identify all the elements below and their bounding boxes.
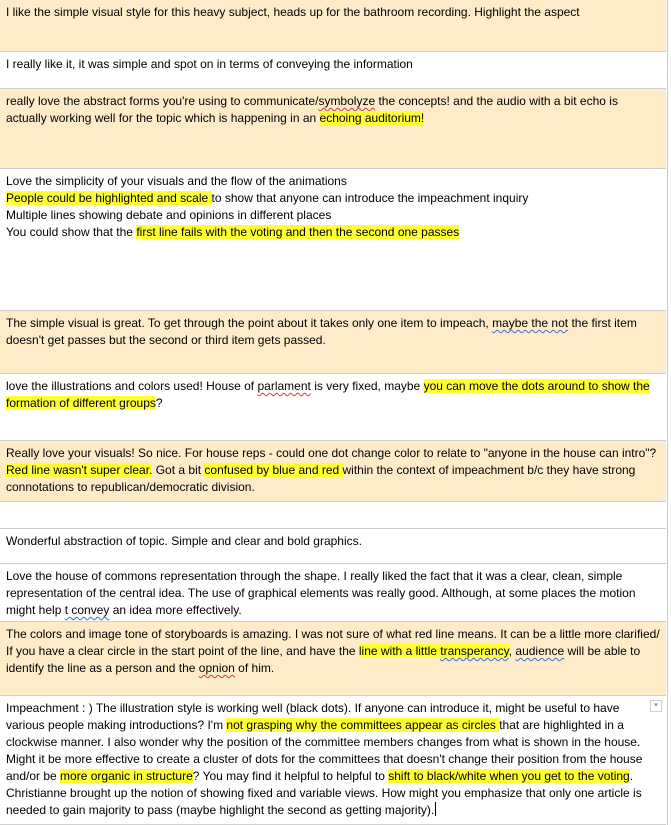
comment-text-segment: Wonderful abstraction of topic. Simple and clear and bold graphics. xyxy=(6,534,362,548)
text-cursor xyxy=(435,802,436,816)
comment-text-segment: line with a little xyxy=(358,644,441,658)
comment-cell[interactable] xyxy=(0,52,666,89)
comment-text-segment: ? xyxy=(155,396,163,410)
comment-text-segment: first line fails with the voting and then the second one passes xyxy=(136,225,460,239)
comment-cell[interactable] xyxy=(0,696,666,825)
comment-line xyxy=(6,173,660,190)
comment-text-segment: You could show that the xyxy=(6,225,137,239)
comment-line xyxy=(6,207,660,224)
comment-cell[interactable] xyxy=(0,502,666,529)
comment-text-segment: I really like it, it was simple and spot on in terms of conveying the information xyxy=(6,57,413,71)
comment-text-segment: of him. xyxy=(234,661,275,675)
comment-text-segment: Got a bit xyxy=(152,463,205,477)
comment-text-segment: transperancy xyxy=(440,644,509,658)
comment-text-segment: an idea more effectively. xyxy=(109,603,242,617)
comment-text-segment: symbolyze xyxy=(318,94,376,108)
comment-text-segment: Red line wasn't super clear. xyxy=(6,463,153,477)
comment-cell[interactable] xyxy=(0,564,666,622)
comment-text-segment: echoing auditorium! xyxy=(319,111,425,125)
comment-text-segment: confused by blue and red xyxy=(204,463,343,477)
comment-text-segment: parlament xyxy=(257,379,311,393)
comment-text-segment: opnion xyxy=(198,661,235,675)
comment-text-segment: Love the house of commons representation through the shape. I really liked the fact that it was a clear, clean, simple representation of the central idea. The use of graphical elements was really good. Although, at some places the motion might help xyxy=(6,569,636,617)
comment-text-segment: really love the abstract forms you're using to communicate/ xyxy=(6,94,319,108)
comment-text-segment: is very fixed, maybe xyxy=(310,379,424,393)
comment-text-segment: Multiple lines showing debate and opinions in different places xyxy=(6,208,332,222)
comment-text-segment: ? You may find it helpful to helpful to xyxy=(192,769,389,783)
comment-line xyxy=(6,190,660,207)
comment-text-segment: within the context of impeachment b/c they have strong connotations to republican/democratic division. xyxy=(6,463,636,494)
comment-text-segment: not grasping why the committees appear as circles xyxy=(226,718,500,732)
comment-cell[interactable] xyxy=(0,0,666,52)
comment-cell[interactable] xyxy=(0,622,666,696)
comment-cell[interactable] xyxy=(0,89,666,169)
comment-text-segment: maybe the not xyxy=(492,316,569,330)
comment-cell[interactable] xyxy=(0,529,666,564)
comment-text-segment: the first item doesn't get passes but the second or third item gets passed. xyxy=(6,316,637,347)
comment-cell[interactable] xyxy=(0,311,666,374)
comment-text-segment: The simple visual is great. To get through the point about it takes only one item to impeach, xyxy=(6,316,493,330)
comment-text-segment: to show that anyone can introduce the impeachment inquiry xyxy=(211,191,529,205)
comment-line xyxy=(6,224,660,241)
comment-text-segment: will be able to identify the line as a person and the xyxy=(6,644,641,675)
comment-cell[interactable] xyxy=(0,374,666,441)
comment-text-segment: that are highlighted in a clockwise manner. I also wonder why the position of the committee members changes from what is shown in the house. Might it be more effective to create a cluster of dots for the committees that doesn't change their position from the house and/or be xyxy=(6,718,643,783)
comment-cell[interactable] xyxy=(0,441,666,502)
comment-text-segment: t convey xyxy=(64,603,110,617)
comment-text-segment: Impeachment : ) The illustration style is working well (black dots). If anyone can introduce it, might be useful to have various people making introductions? I'm xyxy=(6,701,620,732)
comment-text-segment: The colors and image tone of storyboards is amazing. I was not sure of what red line means. It can be a little more clarified/ If you have a clear circle in the start point of the line, and have the xyxy=(6,627,660,658)
comment-text-segment: more organic in structure xyxy=(60,769,193,783)
comment-text-segment: the concepts! and the audio with a bit echo is actually working well for the topic which is happening in an xyxy=(6,94,618,125)
comment-text-segment: , xyxy=(508,644,516,658)
cell-dropdown-icon[interactable]: ▾ xyxy=(650,700,662,712)
comment-text-segment: Love the simplicity of your visuals and the flow of the animations xyxy=(6,174,347,188)
comment-text-segment: love the illustrations and colors used! House of xyxy=(6,379,258,393)
comment-text-segment: audience xyxy=(515,644,565,658)
comment-text-segment: Really love your visuals! So nice. For house reps - could one dot change color to relate to "anyone in the house can intro"? xyxy=(6,446,657,460)
comment-text-segment: you can move the dots around to show the formation of different groups xyxy=(6,379,650,410)
comment-text-segment: . Christianne brought up the notion of showing fixed and variable views. How might you emphasize that only one article is needed to gain majority to pass (maybe highlight the second as getting majority). xyxy=(6,769,642,817)
comment-text-segment: People could be highlighted and scale xyxy=(6,191,212,205)
comment-text-segment: I like the simple visual style for this heavy subject, heads up for the bathroom recording. Highlight the aspect xyxy=(6,5,580,19)
comment-cell[interactable] xyxy=(0,169,666,311)
comment-text-segment: shift to black/white when you get to the voting xyxy=(388,769,630,783)
